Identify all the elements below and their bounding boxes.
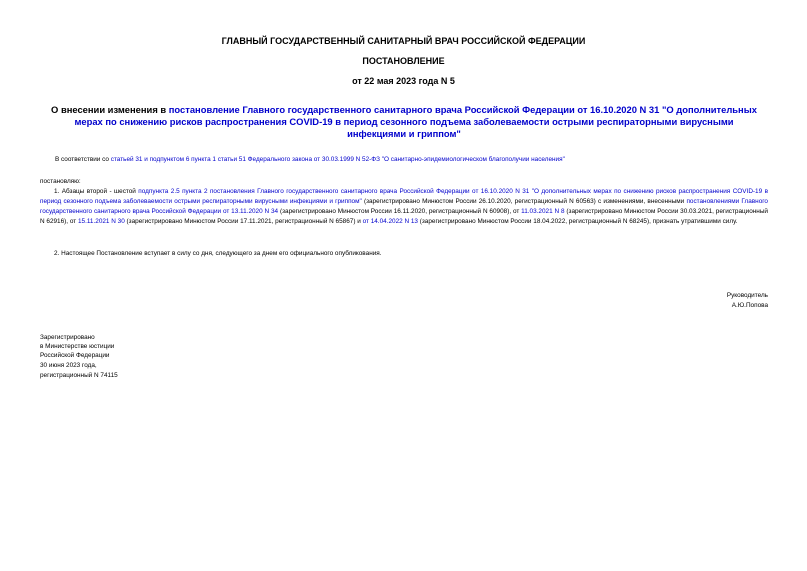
preamble-prefix: В соответствии со — [55, 156, 111, 163]
registration-line-3: Российской Федерации — [40, 352, 110, 359]
item-1-decree-2021-30-link[interactable]: 15.11.2021 N 30 — [77, 218, 125, 225]
item-1-text-4: (зарегистрировано Минюстом России 30.03.2021, регистрационный N 62916), от — [40, 208, 769, 225]
item-1-text-5: (зарегистрировано Минюстом России 17.11.2021, регистрационный N 65867) и — [124, 218, 363, 225]
authority-heading: ГЛАВНЫЙ ГОСУДАРСТВЕННЫЙ САНИТАРНЫЙ ВРАЧ РОССИЙСКОЙ ФЕДЕРАЦИИ — [221, 36, 586, 46]
item-1-text-6: (зарегистрировано Минюстом России 18.04.2022, регистрационный N 68245), признать утратившими силу. — [417, 218, 738, 225]
item-1-decree-2022-13-link[interactable]: от 14.04.2022 N 13 — [362, 218, 418, 225]
item-1-subpoint-link[interactable]: подпункта 2.5 пункта 2 постановления Главного государственного санитарного врача Российской Федерации от 16.10.2020 N 31 "О дополнительных мерах по снижению рисков распространения COVID-19 в период сезонного подъема заболеваемости острыми респираторными вирусными инфекциями и гриппом" — [40, 188, 768, 205]
document-type-heading: ПОСТАНОВЛЕНИЕ — [362, 56, 445, 66]
signatory-position: Руководитель — [726, 292, 768, 299]
item-1-decree-2021-8-link[interactable]: 11.03.2021 N 8 — [521, 208, 565, 215]
title-amended-decree-link[interactable]: постановление Главного государственного санитарного врача Российской Федерации от 16.10.2020 N 31 "О дополнительных мерах по снижению рисков распространения COVID-19 в период сезонного подъема заболеваемости острыми респираторными вирусными инфекциями и гриппом" — [74, 104, 757, 139]
title-prefix: О внесении изменения в — [51, 104, 169, 115]
item-2-paragraph: 2. Настоящее Постановление вступает в силу со дня, следующего за днем его официального опубликования. — [54, 250, 382, 257]
registration-line-1: Зарегистрировано — [40, 334, 95, 341]
document-title — [44, 104, 764, 140]
preamble-law-link[interactable]: статьей 31 и подпунктом 6 пункта 1 статьи 51 Федерального закона от 30.03.1999 N 52-ФЗ "О санитарно-эпидемиологическом благополучии населения" — [110, 156, 565, 163]
registration-line-5: регистрационный N 74115 — [40, 372, 118, 379]
item-1-text-3: (зарегистрировано Минюстом России 16.11.2020, регистрационный N 60908), от — [278, 208, 522, 215]
item-1-decree-2020-34-link[interactable]: постановлениями Главного государственного санитарного врача Российской Федерации от 13.11.2020 N 34 — [40, 198, 768, 215]
registration-line-2: в Министерстве юстиции — [40, 343, 115, 350]
signatory-name: А.Ю.Попова — [731, 302, 768, 309]
registration-line-4: 30 июня 2023 года, — [40, 362, 97, 369]
item-1-text-1: 1. Абзацы второй - шестой — [54, 188, 139, 195]
item-1-paragraph — [40, 187, 768, 227]
document-date-number: от 22 мая 2023 года N 5 — [352, 76, 455, 86]
item-1-text-2: (зарегистрировано Минюстом России 26.10.2020, регистрационный N 60563) с изменениями, внесенными — [361, 198, 687, 205]
decree-word: постановляю: — [40, 178, 81, 185]
preamble-paragraph — [55, 155, 755, 165]
